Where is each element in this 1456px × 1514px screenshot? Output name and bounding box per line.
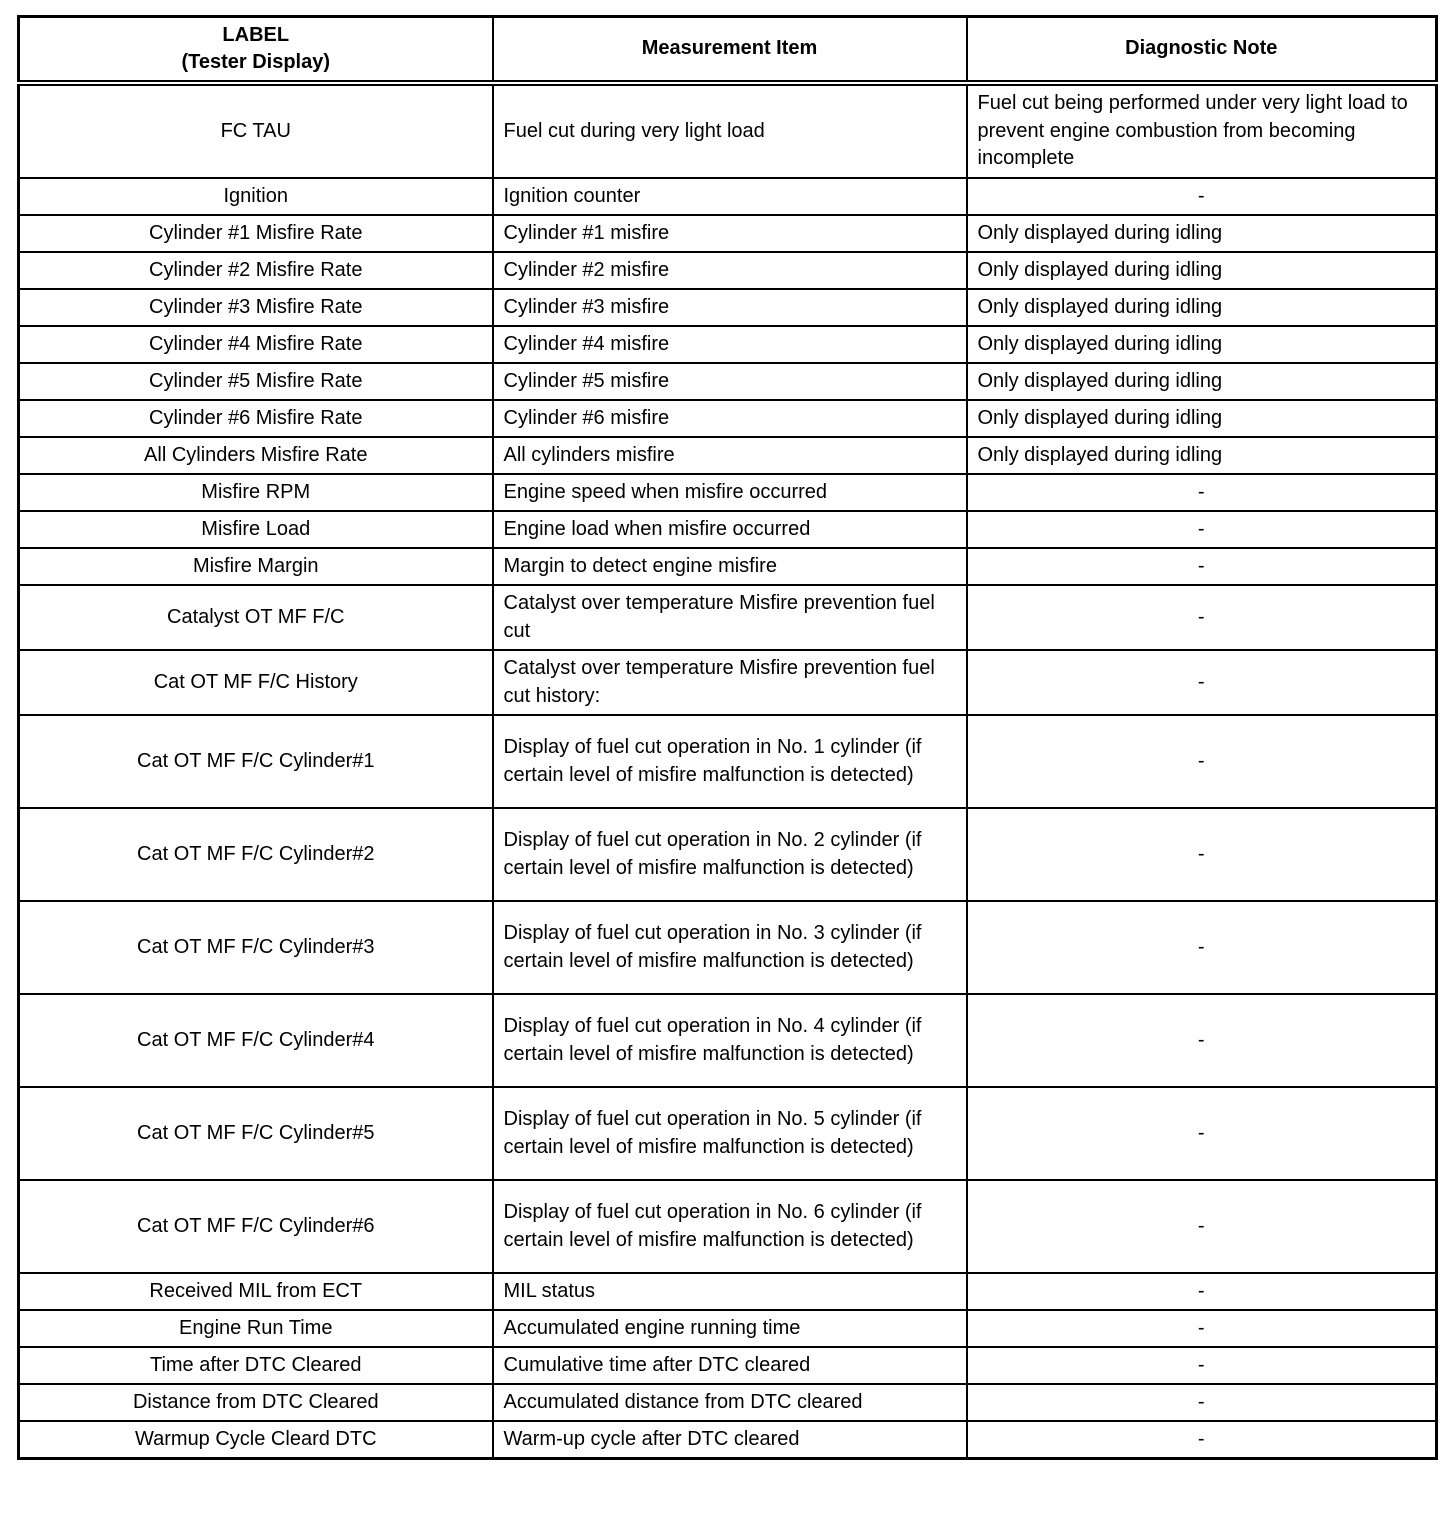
cell-note: -: [967, 1180, 1437, 1273]
cell-measurement: Display of fuel cut operation in No. 3 cylinder (if certain level of misfire malfunction is detected): [493, 901, 967, 994]
cell-measurement: Cylinder #2 misfire: [493, 252, 967, 289]
table-row: [19, 1087, 1437, 1180]
table-row: [19, 994, 1437, 1087]
cell-measurement: Display of fuel cut operation in No. 6 cylinder (if certain level of misfire malfunction is detected): [493, 1180, 967, 1273]
cell-measurement: MIL status: [493, 1273, 967, 1310]
table-row: [19, 437, 1437, 474]
cell-measurement: Catalyst over temperature Misfire prevention fuel cut: [493, 585, 967, 650]
table-row: [19, 715, 1437, 808]
cell-label: Distance from DTC Cleared: [19, 1384, 493, 1421]
table-row: [19, 548, 1437, 585]
cell-note: Fuel cut being performed under very light load to prevent engine combustion from becoming incomplete: [967, 83, 1437, 178]
cell-label: Cat OT MF F/C Cylinder#3: [19, 901, 493, 994]
cell-label: Cylinder #6 Misfire Rate: [19, 400, 493, 437]
cell-label: Cat OT MF F/C Cylinder#6: [19, 1180, 493, 1273]
cell-measurement: Fuel cut during very light load: [493, 83, 967, 178]
table-row: [19, 215, 1437, 252]
header-measurement-item: Measurement Item: [493, 17, 967, 84]
header-diagnostic-note: Diagnostic Note: [967, 17, 1437, 84]
cell-note: Only displayed during idling: [967, 363, 1437, 400]
cell-note: -: [967, 1421, 1437, 1459]
cell-label: FC TAU: [19, 83, 493, 178]
cell-label: Time after DTC Cleared: [19, 1347, 493, 1384]
table-row: [19, 326, 1437, 363]
table-row: [19, 808, 1437, 901]
cell-label: Misfire RPM: [19, 474, 493, 511]
cell-label: Cat OT MF F/C Cylinder#2: [19, 808, 493, 901]
table-row: [19, 400, 1437, 437]
cell-note: Only displayed during idling: [967, 326, 1437, 363]
cell-label: Cat OT MF F/C History: [19, 650, 493, 715]
table-row: [19, 1273, 1437, 1310]
table-row: [19, 474, 1437, 511]
header-label-line2: (Tester Display): [181, 51, 331, 73]
header-label-line1: LABEL: [222, 23, 290, 46]
cell-note: -: [967, 1310, 1437, 1347]
cell-measurement: Cylinder #1 misfire: [493, 215, 967, 252]
cell-label: Cat OT MF F/C Cylinder#4: [19, 994, 493, 1087]
table-row: [19, 650, 1437, 715]
cell-measurement: Cylinder #3 misfire: [493, 289, 967, 326]
cell-note: Only displayed during idling: [967, 215, 1437, 252]
table-row: [19, 1310, 1437, 1347]
header-label: [19, 17, 493, 84]
cell-measurement: Cylinder #6 misfire: [493, 400, 967, 437]
table-row: [19, 901, 1437, 994]
cell-note: Only displayed during idling: [967, 289, 1437, 326]
table-row: [19, 252, 1437, 289]
cell-label: Received MIL from ECT: [19, 1273, 493, 1310]
cell-note: -: [967, 511, 1437, 548]
cell-measurement: Display of fuel cut operation in No. 1 cylinder (if certain level of misfire malfunction is detected): [493, 715, 967, 808]
cell-note: -: [967, 178, 1437, 215]
cell-label: Cat OT MF F/C Cylinder#1: [19, 715, 493, 808]
table-row: [19, 289, 1437, 326]
cell-note: -: [967, 1384, 1437, 1421]
cell-note: -: [967, 808, 1437, 901]
cell-note: -: [967, 715, 1437, 808]
cell-label: Cat OT MF F/C Cylinder#5: [19, 1087, 493, 1180]
cell-measurement: Accumulated distance from DTC cleared: [493, 1384, 967, 1421]
cell-note: -: [967, 1087, 1437, 1180]
table-row: [19, 178, 1437, 215]
cell-measurement: Engine speed when misfire occurred: [493, 474, 967, 511]
cell-label: Cylinder #5 Misfire Rate: [19, 363, 493, 400]
cell-note: -: [967, 994, 1437, 1087]
cell-note: Only displayed during idling: [967, 400, 1437, 437]
cell-measurement: Warm-up cycle after DTC cleared: [493, 1421, 967, 1459]
table-row: [19, 1384, 1437, 1421]
cell-measurement: Engine load when misfire occurred: [493, 511, 967, 548]
table-row: [19, 1180, 1437, 1273]
cell-note: -: [967, 901, 1437, 994]
table-row: [19, 1347, 1437, 1384]
cell-measurement: Display of fuel cut operation in No. 5 cylinder (if certain level of misfire malfunction is detected): [493, 1087, 967, 1180]
cell-measurement: Display of fuel cut operation in No. 4 cylinder (if certain level of misfire malfunction is detected): [493, 994, 967, 1087]
cell-measurement: Cumulative time after DTC cleared: [493, 1347, 967, 1384]
cell-label: Warmup Cycle Cleard DTC: [19, 1421, 493, 1459]
data-list-table: [17, 15, 1438, 1460]
cell-label: Cylinder #1 Misfire Rate: [19, 215, 493, 252]
table-row: [19, 1421, 1437, 1459]
cell-measurement: Ignition counter: [493, 178, 967, 215]
cell-note: -: [967, 548, 1437, 585]
cell-label: Catalyst OT MF F/C: [19, 585, 493, 650]
cell-label: Cylinder #2 Misfire Rate: [19, 252, 493, 289]
cell-note: -: [967, 585, 1437, 650]
cell-label: Engine Run Time: [19, 1310, 493, 1347]
cell-measurement: Cylinder #5 misfire: [493, 363, 967, 400]
cell-measurement: Accumulated engine running time: [493, 1310, 967, 1347]
table-row: [19, 585, 1437, 650]
table-row: [19, 511, 1437, 548]
table-row: [19, 363, 1437, 400]
table-row: [19, 83, 1437, 178]
cell-measurement: Display of fuel cut operation in No. 2 cylinder (if certain level of misfire malfunction is detected): [493, 808, 967, 901]
cell-note: -: [967, 1273, 1437, 1310]
cell-note: -: [967, 650, 1437, 715]
cell-note: Only displayed during idling: [967, 252, 1437, 289]
cell-label: All Cylinders Misfire Rate: [19, 437, 493, 474]
cell-label: Cylinder #4 Misfire Rate: [19, 326, 493, 363]
cell-measurement: All cylinders misfire: [493, 437, 967, 474]
cell-label: Ignition: [19, 178, 493, 215]
cell-label: Misfire Load: [19, 511, 493, 548]
table-header-row: [19, 17, 1437, 84]
cell-measurement: Margin to detect engine misfire: [493, 548, 967, 585]
cell-measurement: Cylinder #4 misfire: [493, 326, 967, 363]
cell-note: -: [967, 1347, 1437, 1384]
cell-note: -: [967, 474, 1437, 511]
cell-note: Only displayed during idling: [967, 437, 1437, 474]
cell-measurement: Catalyst over temperature Misfire prevention fuel cut history:: [493, 650, 967, 715]
cell-label: Misfire Margin: [19, 548, 493, 585]
cell-label: Cylinder #3 Misfire Rate: [19, 289, 493, 326]
